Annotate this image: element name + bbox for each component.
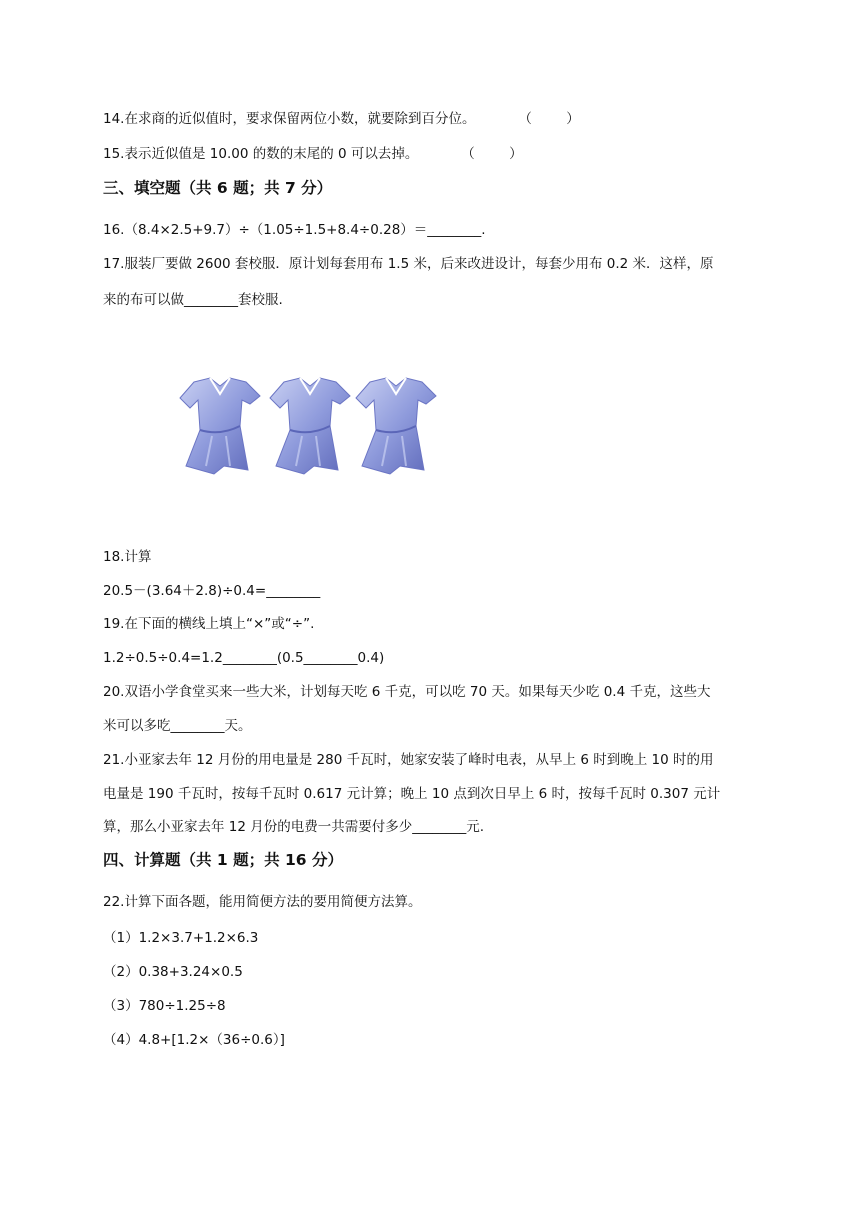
q18-expression: 20.5－(3.64＋2.8)÷0.4=________ <box>103 583 321 599</box>
q17-line-2: 来的布可以做________套校服. <box>103 292 283 308</box>
q22-item: （3）780÷1.25÷8 <box>103 998 226 1014</box>
q19-text: 19.在下面的横线上填上“×”或“÷”. <box>103 616 315 632</box>
q21-line-2: 电量是 190 千瓦时，按每千瓦时 0.617 元计算；晚上 10 点到次日早上 6 时，按每千瓦时 0.307 元计 <box>103 786 721 802</box>
shirt-2-icon <box>270 378 350 474</box>
q15-text: 15.表示近似值是 10.00 的数的末尾的 0 可以去掉。 （ ） <box>103 146 523 162</box>
section-3-heading: 三、填空题（共 6 题；共 7 分） <box>103 179 333 197</box>
shirt-1-icon <box>180 378 260 474</box>
section-4-heading: 四、计算题（共 1 题；共 16 分） <box>103 851 343 869</box>
q19-expression: 1.2÷0.5÷0.4=1.2________(0.5________0.4) <box>103 650 385 666</box>
shirt-3-icon <box>356 378 436 474</box>
q20-line-2: 米可以多吃________天。 <box>103 718 252 734</box>
q22-item: （2）0.38+3.24×0.5 <box>103 964 243 980</box>
q22-text: 22.计算下面各题，能用简便方法的要用简便方法算。 <box>103 894 422 910</box>
q14-text: 14.在求商的近似值时，要求保留两位小数，就要除到百分位。 （ ） <box>103 111 580 127</box>
q20-line-1: 20.双语小学食堂买来一些大米，计划每天吃 6 千克，可以吃 70 天。如果每天少吃 0.4 千克，这些大 <box>103 684 711 700</box>
q22-item: （4）4.8+[1.2×（36÷0.6）] <box>103 1032 285 1048</box>
q17-line-1: 17.服装厂要做 2600 套校服．原计划每套用布 1.5 米，后来改进设计，每套少用布 0.2 米．这样，原 <box>103 256 714 272</box>
q21-line-3: 算，那么小亚家去年 12 月份的电费一共需要付多少________元. <box>103 819 485 835</box>
school-uniform-image <box>170 370 440 480</box>
q18-text: 18.计算 <box>103 549 152 565</box>
q22-item: （1）1.2×3.7+1.2×6.3 <box>103 930 259 946</box>
q16-text: 16.（8.4×2.5+9.7）÷（1.05÷1.5+8.4÷0.28）＝________. <box>103 222 486 238</box>
q21-line-1: 21.小亚家去年 12 月份的用电量是 280 千瓦时，她家安装了峰时电表，从早上 6 时到晚上 10 时的用 <box>103 752 714 768</box>
